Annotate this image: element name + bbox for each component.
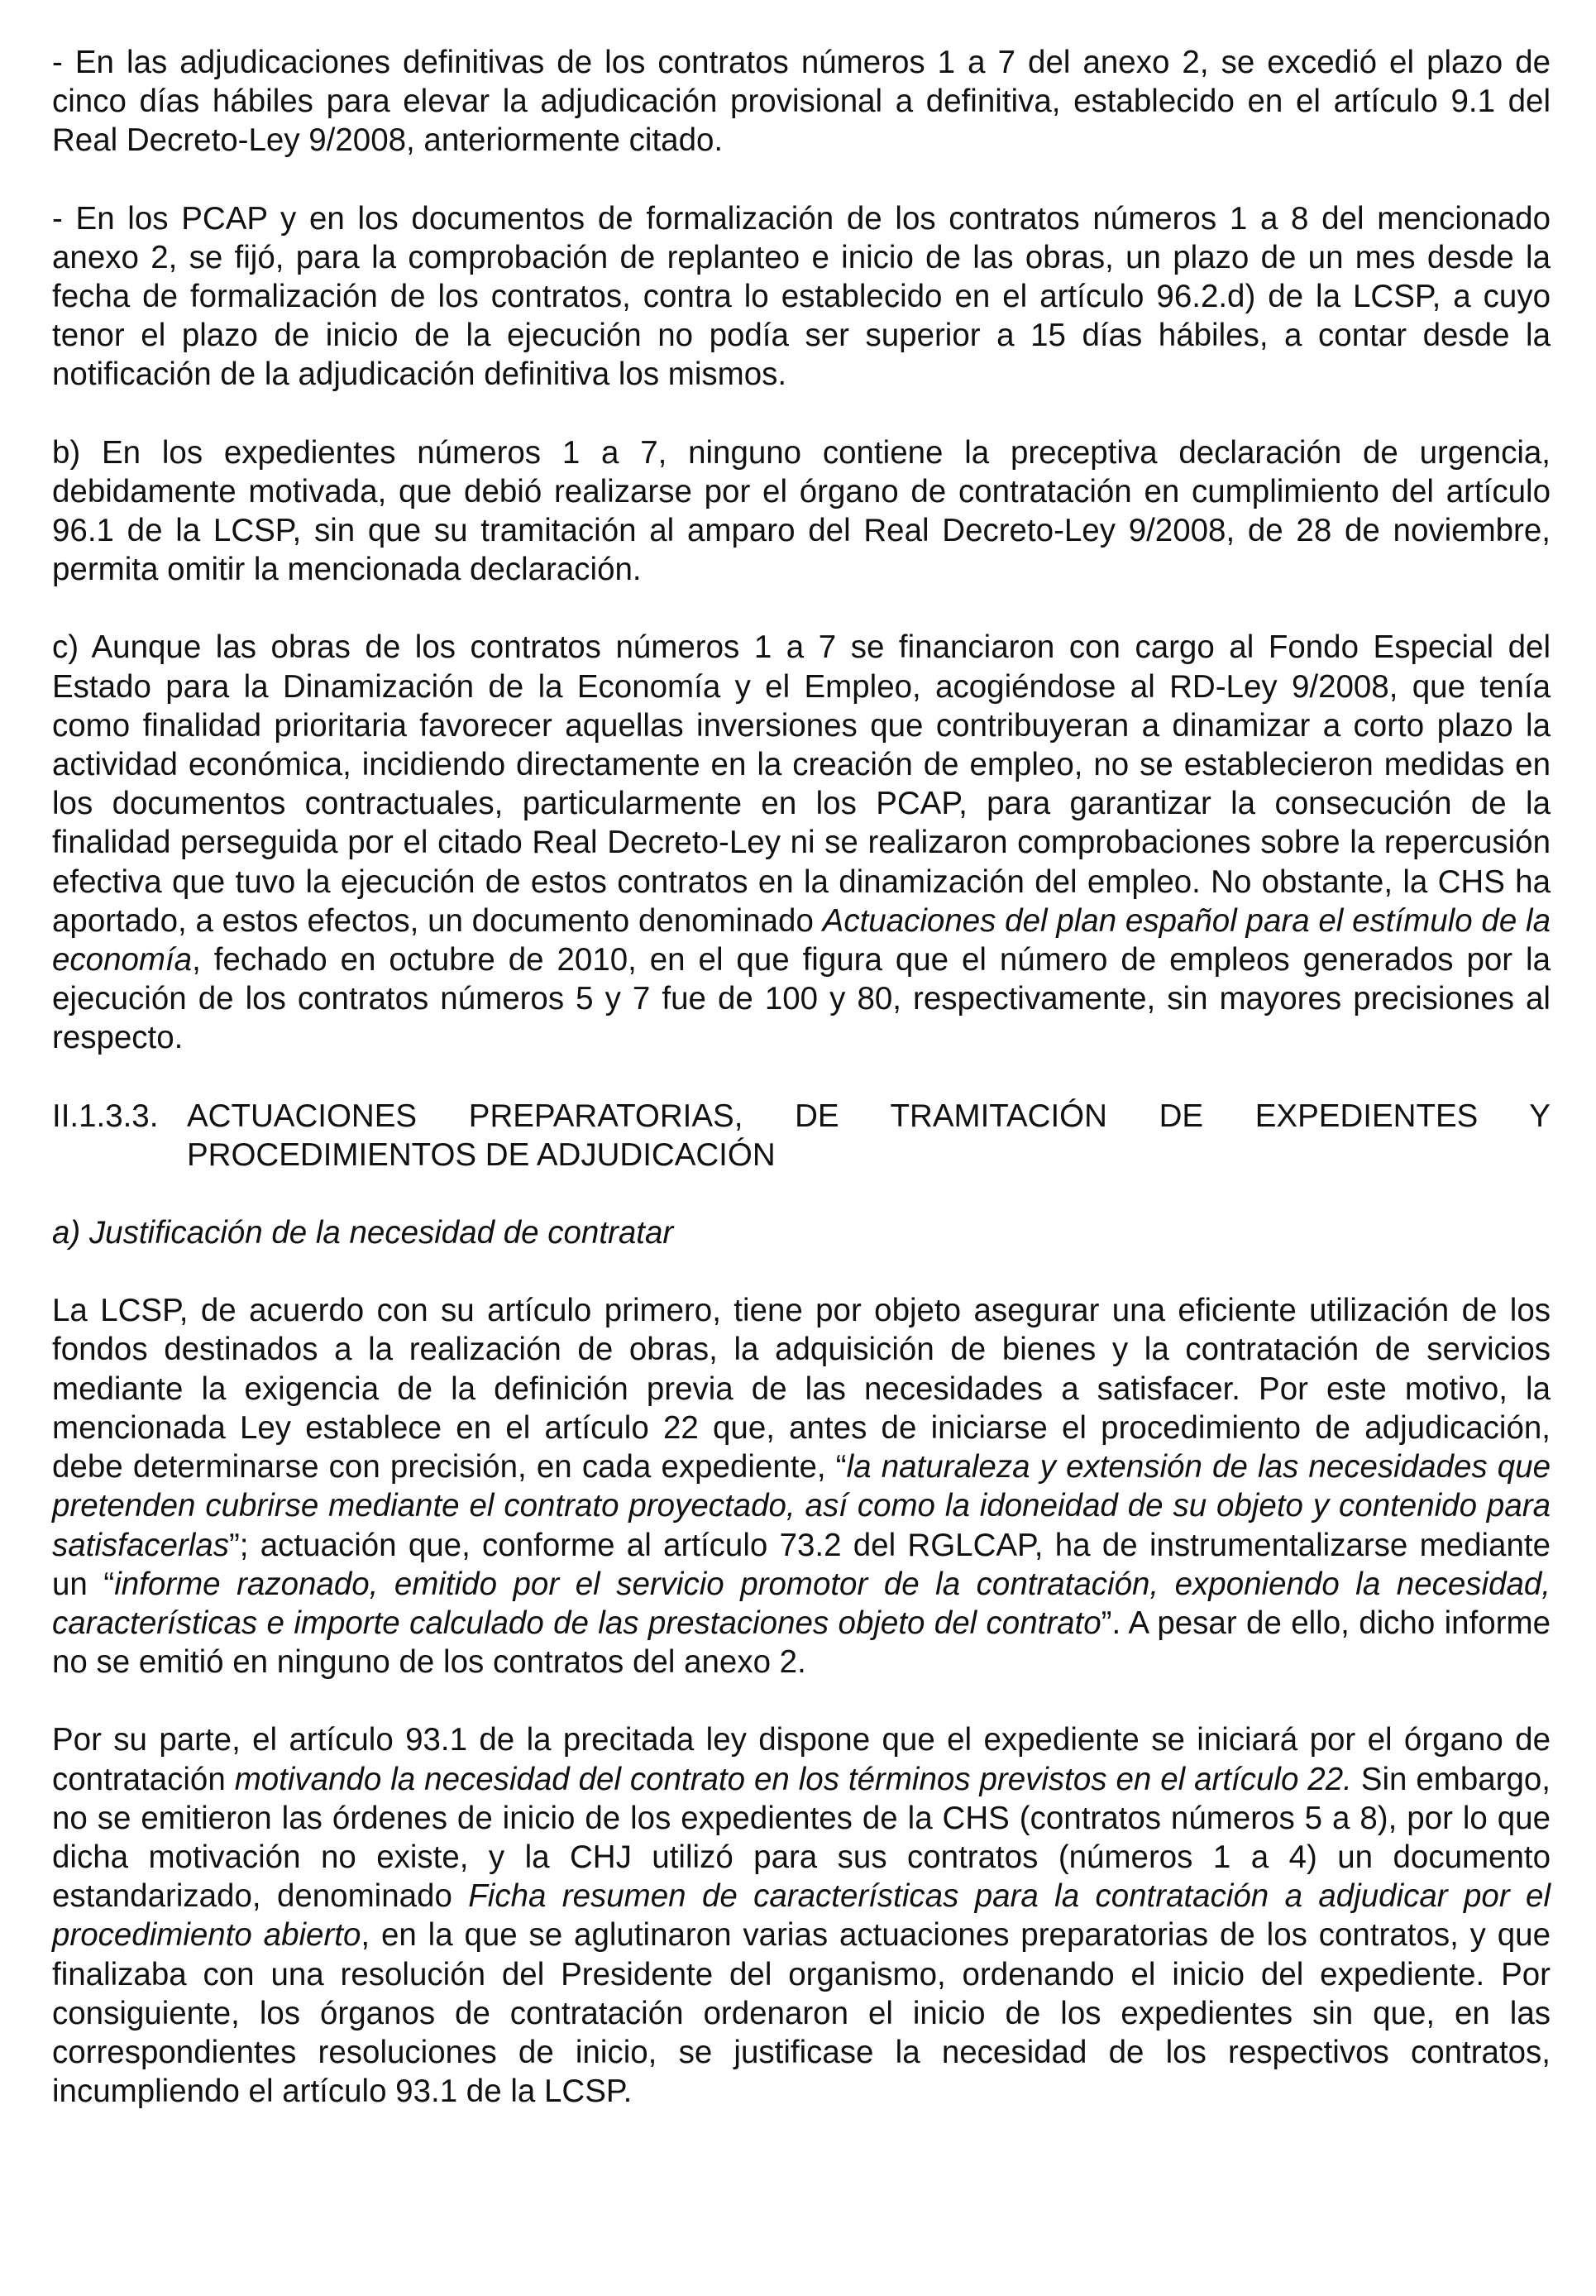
italic-document-title: Ficha resumen de características para la contratación a adjudicar por el procedimiento abierto (52, 1878, 1551, 1954)
section-title-line-1: ACTUACIONES PREPARATORIAS, DE TRAMITACIÓN DE EXPEDIENTES Y (187, 1098, 1551, 1134)
text-run: , fechado en octubre de 2010, en el que figura que el número de empleos generados por la ejecución de los contratos números 5 y 7 fue de 100 y 80, respectivamente, sin mayores precisiones al respecto. (52, 942, 1551, 1056)
paragraph-fondo-especial (52, 628, 1551, 1057)
italic-document-title: Actuaciones del plan español para el estímulo de la economía (52, 902, 1551, 978)
paragraph-adjudicaciones-definitivas: - En las adjudicaciones definitivas de los contratos números 1 a 7 del anexo 2, se excedió el plazo de cinco días hábiles para elevar la adjudicación provisional a definitiva, establecido en el artículo 9.1 del Real Decreto-Ley 9/2008, anteriormente citado. (52, 45, 1551, 159)
text-run: ”. A pesar de ello, dicho informe no se emitió en ninguno de los contratos del anexo 2. (52, 1605, 1551, 1681)
text-run: c) Aunque las obras de los contratos números 1 a 7 se financiaron con cargo al Fondo Especial del Estado para la Dinamización de la Economía y el Empleo, acogiéndose al RD-Ley 9/2008, que tenía como finalidad prioritaria favorecer aquellas inversiones que contribuyeran a dinamizar a corto plazo la actividad económica, incidiendo directamente en la creación de empleo, no se establecieron medidas en los documentos contractuales, particularmente en los PCAP, para garantizar la consecución de la finalidad perseguida por el citado Real Decreto-Ley ni se realizaron comprobaciones sobre la repercusión efectiva que tuvo la ejecución de estos contratos en la dinamización del empleo. No obstante, la CHS ha aportado, a estos efectos, un documento denominado (52, 629, 1551, 939)
paragraph-declaracion-urgencia: b) En los expedientes números 1 a 7, ninguno contiene la preceptiva declaración de urgencia, debidamente motivada, que debió realizarse por el órgano de contratación en cumplimiento del artículo 96.1 de la LCSP, sin que su tramitación al amparo del Real Decreto-Ley 9/2008, de 28 de noviembre, permita omitir la mencionada declaración. (52, 434, 1551, 588)
section-number: II.1.3.3. (52, 1098, 159, 1134)
text-run: Sin embargo, no se emitieron las órdenes de inicio de los expedientes de la CHS (contratos números 5 a 8), por lo que dicha motivación no existe, y la CHJ utilizó para sus contratos (números 1 a 4) un documento estandarizado, denominado (52, 1761, 1551, 1915)
text-run: , en la que se aglutinaron varias actuaciones preparatorias de los contratos, y que finalizaba con una resolución del Presidente del organismo, ordenando el inicio del expediente. Por consiguiente, los órganos de contratación ordenaron el inicio de los expedientes sin que, en las correspondientes resoluciones de inicio, se justificase la necesidad de los respectivos contratos, incumpliendo el artículo 93.1 de la LCSP. (52, 1917, 1551, 2110)
section-heading (52, 1097, 1551, 1174)
paragraph-lcsp-objeto (52, 1291, 1551, 1681)
section-title-line-2: PROCEDIMIENTOS DE ADJUDICACIÓN (187, 1136, 776, 1173)
text-run: ”; actuación que, conforme al artículo 73.2 del RGLCAP, ha de instrumentalizarse mediante un “ (52, 1527, 1551, 1602)
text-run: Por su parte, el artículo 93.1 de la precitada ley dispone que el expediente se iniciará por el órgano de contratación (52, 1722, 1551, 1797)
italic-quote: motivando la necesidad del contrato en los términos previstos en el artículo 22. (234, 1761, 1352, 1797)
section-title (187, 1097, 1551, 1174)
text-run: La LCSP, de acuerdo con su artículo primero, tiene por objeto asegurar una eficiente utilización de los fondos destinados a la realización de obras, la adquisición de bienes y la contratación de servicios mediante la exigencia de la definición previa de las necesidades a satisfacer. Por este motivo, la mencionada Ley establece en el artículo 22 que, antes de iniciarse el procedimiento de adjudicación, debe determinarse con precisión, en cada expediente, “ (52, 1293, 1551, 1485)
italic-quote: la naturaleza y extensión de las necesidades que pretenden cubrirse mediante el contrato proyectado, así como la idoneidad de su objeto y contenido para satisfacerlas (52, 1449, 1551, 1563)
paragraph-pcap-plazo-inicio: - En los PCAP y en los documentos de formalización de los contratos números 1 a 8 del mencionado anexo 2, se fijó, para la comprobación de replanteo e inicio de las obras, un plazo de un mes desde la fecha de formalización de los contratos, contra lo establecido en el artículo 96.2.d) de la LCSP, a cuyo tenor el plazo de inicio de la ejecución no podía ser superior a 15 días hábiles, a contar desde la notificación de la adjudicación definitiva los mismos. (52, 200, 1551, 393)
italic-quote: informe razonado, emitido por el servicio promotor de la contratación, exponiendo la necesidad, características e importe calculado de las prestaciones objeto del contrato (52, 1566, 1551, 1641)
paragraph-articulo-93 (52, 1720, 1551, 2111)
subheading: a) Justificación de la necesidad de contratar (52, 1215, 674, 1251)
document-page (52, 43, 1551, 2150)
